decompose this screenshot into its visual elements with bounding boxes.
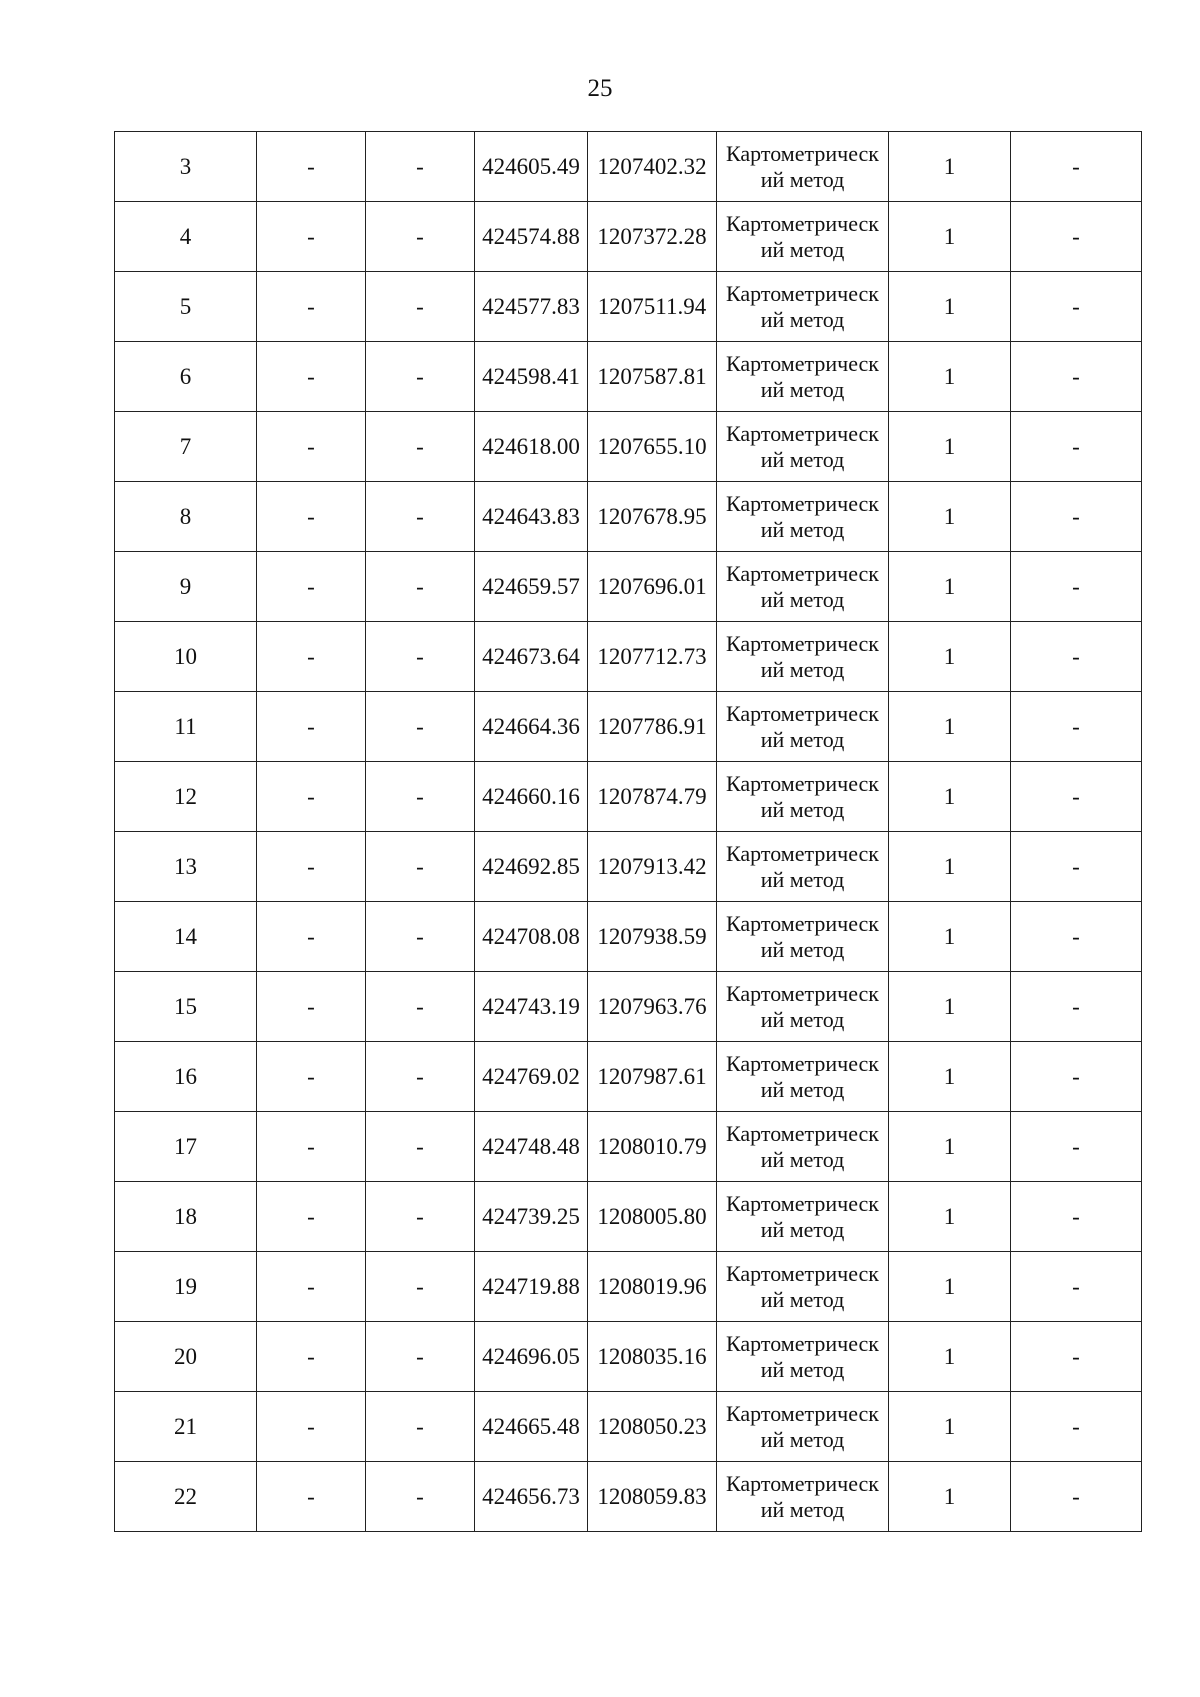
table-row	[115, 1042, 1142, 1112]
method-cell	[717, 1112, 889, 1182]
empty-value-cell: -	[257, 1042, 366, 1112]
y-coordinate-cell: 1207987.61	[588, 1042, 717, 1112]
empty-value-cell: -	[366, 202, 475, 272]
x-coordinate-cell: 424659.57	[475, 552, 588, 622]
method-text-line: Картометрическ	[726, 1190, 879, 1216]
empty-value-cell: -	[257, 692, 366, 762]
empty-value-cell: -	[1011, 1252, 1142, 1322]
y-coordinate-cell: 1208010.79	[588, 1112, 717, 1182]
empty-value-cell: -	[1011, 1112, 1142, 1182]
empty-value-cell: -	[366, 972, 475, 1042]
empty-value-cell: -	[257, 202, 366, 272]
empty-value-cell: -	[366, 692, 475, 762]
table-row	[115, 1462, 1142, 1532]
method-cell	[717, 132, 889, 202]
empty-value-cell: -	[1011, 272, 1142, 342]
empty-value-cell: -	[257, 622, 366, 692]
table-row	[115, 482, 1142, 552]
empty-value-cell: -	[257, 1392, 366, 1462]
point-number-cell: 11	[115, 692, 257, 762]
empty-value-cell: -	[366, 1322, 475, 1392]
point-number-cell: 9	[115, 552, 257, 622]
method-text-line: Картометрическ	[726, 1330, 879, 1356]
table-row	[115, 342, 1142, 412]
accuracy-cell: 1	[889, 1112, 1011, 1182]
y-coordinate-cell: 1207963.76	[588, 972, 717, 1042]
empty-value-cell: -	[257, 1112, 366, 1182]
x-coordinate-cell: 424748.48	[475, 1112, 588, 1182]
method-text-line: Картометрическ	[726, 1260, 879, 1286]
method-cell	[717, 622, 889, 692]
empty-value-cell: -	[366, 902, 475, 972]
point-number-cell: 22	[115, 1462, 257, 1532]
method-text-line: Картометрическ	[726, 770, 879, 796]
accuracy-cell: 1	[889, 1182, 1011, 1252]
accuracy-cell: 1	[889, 832, 1011, 902]
y-coordinate-cell: 1207938.59	[588, 902, 717, 972]
method-text-line: ий метод	[760, 1356, 845, 1382]
table-row	[115, 1182, 1142, 1252]
empty-value-cell: -	[1011, 412, 1142, 482]
empty-value-cell: -	[1011, 832, 1142, 902]
method-cell	[717, 762, 889, 832]
point-number-cell: 10	[115, 622, 257, 692]
method-text-line: Картометрическ	[726, 1050, 879, 1076]
page-number: 25	[587, 75, 613, 102]
empty-value-cell: -	[257, 1252, 366, 1322]
accuracy-cell: 1	[889, 762, 1011, 832]
y-coordinate-cell: 1207874.79	[588, 762, 717, 832]
method-cell	[717, 482, 889, 552]
table-row	[115, 692, 1142, 762]
empty-value-cell: -	[366, 342, 475, 412]
method-text-line: ий метод	[760, 1076, 845, 1102]
accuracy-cell: 1	[889, 1042, 1011, 1112]
point-number-cell: 7	[115, 412, 257, 482]
method-text-line: ий метод	[760, 796, 845, 822]
point-number-cell: 3	[115, 132, 257, 202]
method-cell	[717, 1462, 889, 1532]
accuracy-cell: 1	[889, 972, 1011, 1042]
point-number-cell: 20	[115, 1322, 257, 1392]
empty-value-cell: -	[366, 412, 475, 482]
empty-value-cell: -	[1011, 1042, 1142, 1112]
method-cell	[717, 692, 889, 762]
empty-value-cell: -	[257, 272, 366, 342]
method-text-line: Картометрическ	[726, 630, 879, 656]
accuracy-cell: 1	[889, 1252, 1011, 1322]
x-coordinate-cell: 424769.02	[475, 1042, 588, 1112]
method-cell	[717, 1042, 889, 1112]
point-number-cell: 4	[115, 202, 257, 272]
accuracy-cell: 1	[889, 342, 1011, 412]
x-coordinate-cell: 424577.83	[475, 272, 588, 342]
x-coordinate-cell: 424605.49	[475, 132, 588, 202]
table-row	[115, 622, 1142, 692]
point-number-cell: 14	[115, 902, 257, 972]
y-coordinate-cell: 1207655.10	[588, 412, 717, 482]
x-coordinate-cell: 424664.36	[475, 692, 588, 762]
point-number-cell: 17	[115, 1112, 257, 1182]
table-body	[115, 132, 1142, 1532]
y-coordinate-cell: 1208005.80	[588, 1182, 717, 1252]
empty-value-cell: -	[257, 552, 366, 622]
accuracy-cell: 1	[889, 1392, 1011, 1462]
y-coordinate-cell: 1207712.73	[588, 622, 717, 692]
table-row	[115, 972, 1142, 1042]
empty-value-cell: -	[1011, 1462, 1142, 1532]
x-coordinate-cell: 424574.88	[475, 202, 588, 272]
method-text-line: Картометрическ	[726, 840, 879, 866]
method-text-line: Картометрическ	[726, 350, 879, 376]
accuracy-cell: 1	[889, 692, 1011, 762]
point-number-cell: 5	[115, 272, 257, 342]
table-row	[115, 1322, 1142, 1392]
y-coordinate-cell: 1207913.42	[588, 832, 717, 902]
x-coordinate-cell: 424719.88	[475, 1252, 588, 1322]
empty-value-cell: -	[1011, 482, 1142, 552]
method-text-line: Картометрическ	[726, 560, 879, 586]
y-coordinate-cell: 1207678.95	[588, 482, 717, 552]
empty-value-cell: -	[366, 1182, 475, 1252]
point-number-cell: 8	[115, 482, 257, 552]
empty-value-cell: -	[366, 832, 475, 902]
empty-value-cell: -	[1011, 762, 1142, 832]
method-text-line: Картометрическ	[726, 420, 879, 446]
method-cell	[717, 342, 889, 412]
method-text-line: Картометрическ	[726, 280, 879, 306]
method-text-line: Картометрическ	[726, 490, 879, 516]
empty-value-cell: -	[257, 132, 366, 202]
point-number-cell: 19	[115, 1252, 257, 1322]
y-coordinate-cell: 1208059.83	[588, 1462, 717, 1532]
method-text-line: ий метод	[760, 306, 845, 332]
point-number-cell: 6	[115, 342, 257, 412]
method-text-line: ий метод	[760, 166, 845, 192]
accuracy-cell: 1	[889, 552, 1011, 622]
y-coordinate-cell: 1207402.32	[588, 132, 717, 202]
x-coordinate-cell: 424656.73	[475, 1462, 588, 1532]
y-coordinate-cell: 1208050.23	[588, 1392, 717, 1462]
empty-value-cell: -	[366, 1042, 475, 1112]
empty-value-cell: -	[366, 622, 475, 692]
method-text-line: ий метод	[760, 936, 845, 962]
method-text-line: ий метод	[760, 446, 845, 472]
x-coordinate-cell: 424673.64	[475, 622, 588, 692]
point-number-cell: 18	[115, 1182, 257, 1252]
y-coordinate-cell: 1208019.96	[588, 1252, 717, 1322]
method-text-line: ий метод	[760, 656, 845, 682]
x-coordinate-cell: 424696.05	[475, 1322, 588, 1392]
empty-value-cell: -	[257, 902, 366, 972]
table-row	[115, 762, 1142, 832]
empty-value-cell: -	[366, 1392, 475, 1462]
method-cell	[717, 902, 889, 972]
method-cell	[717, 412, 889, 482]
method-cell	[717, 1322, 889, 1392]
table-row	[115, 412, 1142, 482]
empty-value-cell: -	[257, 972, 366, 1042]
empty-value-cell: -	[366, 762, 475, 832]
accuracy-cell: 1	[889, 202, 1011, 272]
empty-value-cell: -	[1011, 692, 1142, 762]
table-row	[115, 832, 1142, 902]
method-text-line: Картометрическ	[726, 1400, 879, 1426]
y-coordinate-cell: 1207372.28	[588, 202, 717, 272]
method-cell	[717, 832, 889, 902]
method-text-line: Картометрическ	[726, 1120, 879, 1146]
accuracy-cell: 1	[889, 272, 1011, 342]
empty-value-cell: -	[1011, 1322, 1142, 1392]
x-coordinate-cell: 424739.25	[475, 1182, 588, 1252]
point-number-cell: 15	[115, 972, 257, 1042]
table-row	[115, 272, 1142, 342]
method-cell	[717, 1252, 889, 1322]
method-text-line: Картометрическ	[726, 700, 879, 726]
accuracy-cell: 1	[889, 622, 1011, 692]
empty-value-cell: -	[257, 762, 366, 832]
method-text-line: ий метод	[760, 1496, 845, 1522]
method-text-line: ий метод	[760, 1146, 845, 1172]
accuracy-cell: 1	[889, 132, 1011, 202]
empty-value-cell: -	[366, 1112, 475, 1182]
empty-value-cell: -	[1011, 972, 1142, 1042]
accuracy-cell: 1	[889, 412, 1011, 482]
method-text-line: Картометрическ	[726, 1470, 879, 1496]
empty-value-cell: -	[1011, 342, 1142, 412]
empty-value-cell: -	[257, 1182, 366, 1252]
method-text-line: ий метод	[760, 866, 845, 892]
method-cell	[717, 202, 889, 272]
table-row	[115, 1112, 1142, 1182]
table-row	[115, 902, 1142, 972]
empty-value-cell: -	[257, 832, 366, 902]
method-text-line: Картометрическ	[726, 980, 879, 1006]
x-coordinate-cell: 424618.00	[475, 412, 588, 482]
method-cell	[717, 972, 889, 1042]
empty-value-cell: -	[1011, 202, 1142, 272]
method-text-line: Картометрическ	[726, 140, 879, 166]
method-text-line: ий метод	[760, 586, 845, 612]
point-number-cell: 12	[115, 762, 257, 832]
empty-value-cell: -	[1011, 1392, 1142, 1462]
method-cell	[717, 272, 889, 342]
method-text-line: ий метод	[760, 726, 845, 752]
method-cell	[717, 1182, 889, 1252]
method-text-line: ий метод	[760, 1216, 845, 1242]
coordinates-table	[114, 131, 1142, 1532]
empty-value-cell: -	[366, 482, 475, 552]
empty-value-cell: -	[1011, 132, 1142, 202]
method-cell	[717, 1392, 889, 1462]
method-text-line: Картометрическ	[726, 210, 879, 236]
y-coordinate-cell: 1208035.16	[588, 1322, 717, 1392]
point-number-cell: 13	[115, 832, 257, 902]
empty-value-cell: -	[257, 1322, 366, 1392]
x-coordinate-cell: 424660.16	[475, 762, 588, 832]
x-coordinate-cell: 424708.08	[475, 902, 588, 972]
method-text-line: ий метод	[760, 1426, 845, 1452]
empty-value-cell: -	[1011, 1182, 1142, 1252]
point-number-cell: 16	[115, 1042, 257, 1112]
method-cell	[717, 552, 889, 622]
point-number-cell: 21	[115, 1392, 257, 1462]
x-coordinate-cell: 424643.83	[475, 482, 588, 552]
y-coordinate-cell: 1207696.01	[588, 552, 717, 622]
empty-value-cell: -	[257, 482, 366, 552]
empty-value-cell: -	[366, 552, 475, 622]
method-text-line: ий метод	[760, 1286, 845, 1312]
empty-value-cell: -	[1011, 552, 1142, 622]
method-text-line: ий метод	[760, 236, 845, 262]
x-coordinate-cell: 424665.48	[475, 1392, 588, 1462]
empty-value-cell: -	[366, 272, 475, 342]
accuracy-cell: 1	[889, 1322, 1011, 1392]
table-row	[115, 1252, 1142, 1322]
empty-value-cell: -	[1011, 622, 1142, 692]
empty-value-cell: -	[1011, 902, 1142, 972]
method-text-line: ий метод	[760, 516, 845, 542]
table-row	[115, 202, 1142, 272]
method-text-line: Картометрическ	[726, 910, 879, 936]
x-coordinate-cell: 424743.19	[475, 972, 588, 1042]
x-coordinate-cell: 424598.41	[475, 342, 588, 412]
accuracy-cell: 1	[889, 1462, 1011, 1532]
empty-value-cell: -	[366, 1252, 475, 1322]
empty-value-cell: -	[257, 1462, 366, 1532]
empty-value-cell: -	[366, 132, 475, 202]
accuracy-cell: 1	[889, 482, 1011, 552]
y-coordinate-cell: 1207511.94	[588, 272, 717, 342]
table-row	[115, 132, 1142, 202]
empty-value-cell: -	[366, 1462, 475, 1532]
empty-value-cell: -	[257, 412, 366, 482]
table-row	[115, 552, 1142, 622]
empty-value-cell: -	[257, 342, 366, 412]
accuracy-cell: 1	[889, 902, 1011, 972]
method-text-line: ий метод	[760, 376, 845, 402]
table-row	[115, 1392, 1142, 1462]
y-coordinate-cell: 1207786.91	[588, 692, 717, 762]
x-coordinate-cell: 424692.85	[475, 832, 588, 902]
y-coordinate-cell: 1207587.81	[588, 342, 717, 412]
method-text-line: ий метод	[760, 1006, 845, 1032]
